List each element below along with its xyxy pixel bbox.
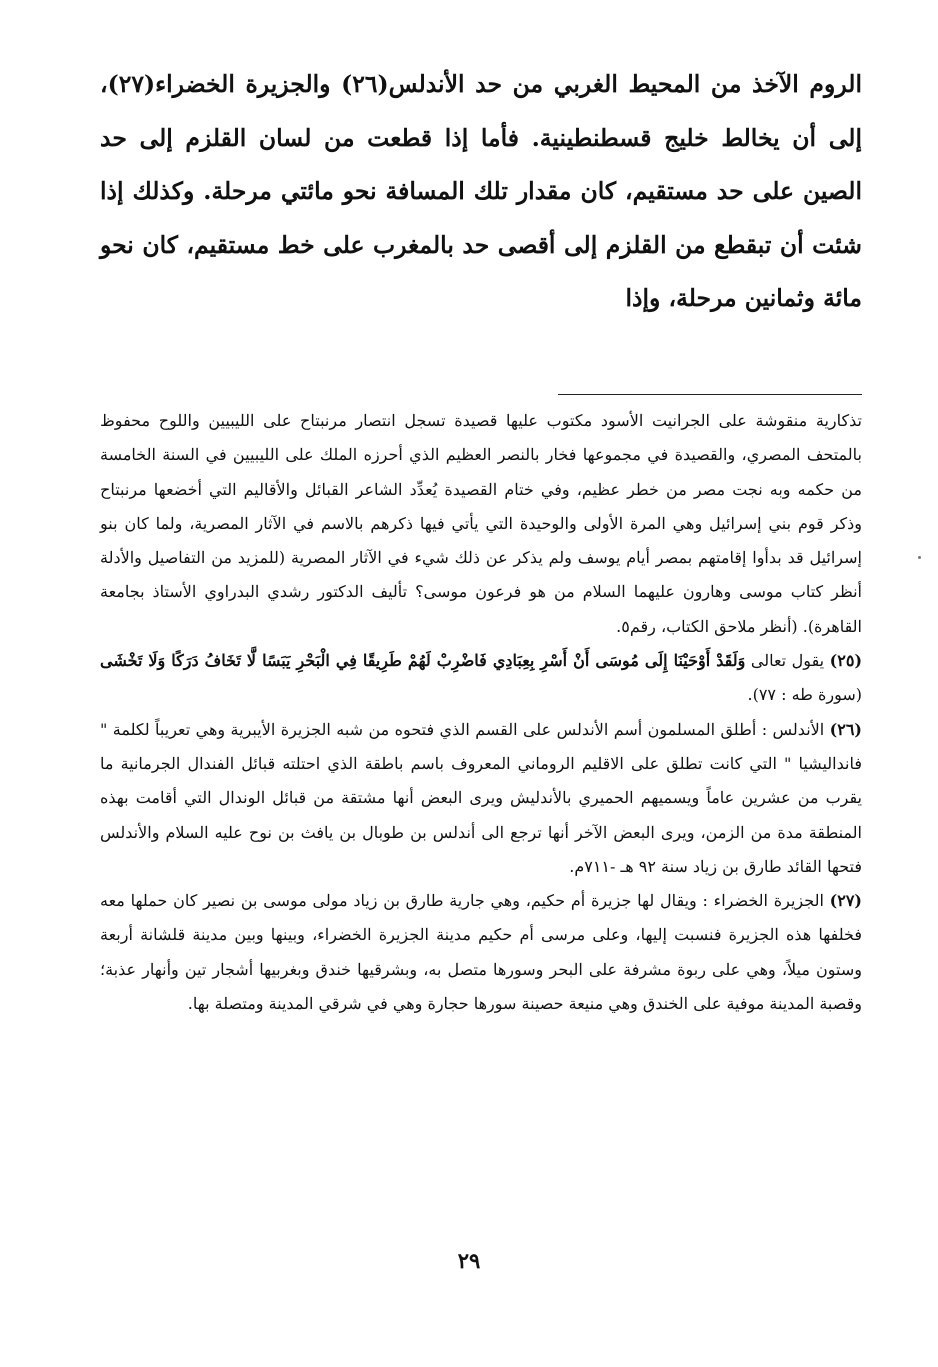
footnote-continued: تذكارية منقوشة على الجرانيت الأسود مكتوب عليها قصيدة تسجل انتصار مرنبتاح على الليبيين واللوح محفوظ بالمتحف المصري، والقصيدة في مجموعها فخار بالنصر العظيم الذي أحرزه الملك على الليبيين في السنة الخامسة من حكمه وبه نجت مصر من خطر عظيم، وفي ختام القصيدة يُعدِّد الشاعر القبائل والأقاليم التي أخضعها مرنبتاح وذكر قوم بني إسرائيل وهي المرة الأولى والوحيدة التي يأتي فيها ذكرهم بالاسم في الآثار المصرية، ولما كان بنو إسرائيل قد بدأوا إقامتهم بمصر أيام يوسف ولم يذكر عن ذلك شيء في الآثار المصرية (للمزيد من التفاصيل والأدلة أنظر كتاب موسى وهارون عليهما السلام من هو فرعون موسى؟ تأليف الدكتور رشدي البدراوي الأستاذ بجامعة القاهرة). (أنظر ملاحق الكتاب، رقم٥. — [100, 411, 863, 636]
main-text-block — [100, 58, 862, 326]
footnote-25 — [100, 644, 862, 713]
footnote-26-text: الأندلس : أطلق المسلمون أسم الأندلس على القسم الذي فتحوه من شبه الجزيرة الأيبرية وهي تعريباً لكلمة " فانداليشيا " التي كانت تطلق على الاقليم الروماني المعروف باسم باطقة الذي احتلته قبائل الفندال الجرمانية ما يقرب من عشرين عاماً ويسميهم الحميري بالأندليش ويرى البعض أنها مشتقة من قبائل الوندال التي أقامت بهذه المنطقة مدة من الزمن، ويرى البعض الآخر أنها ترجع الى أندلس بن طوبال بن يافث بن نوح عليه السلام والأندلس فتحها القائد طارق بن زياد سنة ٩٢ هـ -٧١١م. — [100, 719, 862, 876]
footnote-25-verse: وَلَقَدْ أَوْحَيْنَا إِلَى مُوسَى أَنْ أَسْرِ بِعِبَادِي فَاضْرِبْ لَهُمْ طَرِيقًا فِي الْبَحْرِ يَبَسًا لَّا تَخَافُ دَرَكًا وَلَا تَخْشَى — [100, 651, 746, 671]
scan-speck — [918, 556, 921, 559]
main-paragraph: الروم الآخذ من المحيط الغربي من حد الأندلس(٢٦) والجزيرة الخضراء(٢٧)، إلى أن يخالط خليج قسطنطينية. فأما إذا قطعت من لسان القلزم إلى حد الصين على حد مستقيم، كان مقدار تلك المسافة نحو مائتي مرحلة. وكذلك إذا شئت أن تبقطع من القلزم إلى أقصى حد بالمغرب على خط مستقيم، كان نحو مائة وثمانين مرحلة، وإذا — [100, 70, 862, 312]
footnote-27-marker: (٢٧) — [829, 891, 862, 911]
footnote-27 — [100, 884, 862, 1021]
footnote-27-text: الجزيرة الخضراء : ويقال لها جزيرة أم حكيم، وهي جارية طارق بن زياد مولى موسى بن نصير كان حملها معه فخلفها هذه الجزيرة فنسبت إليها، وعلى مرسى أم حكيم مدينة الجزيرة الخضراء، وبينها وبين مدينة قلشانة أربعة وستون ميلاً، وهي على ربوة مشرفة على البحر وسورها متصل به، وبشرقيها خندق وبغربيها أشجار تين وأنهار عذبة؛ وقصبة المدينة موفية على الخندق وهي منيعة حصينة سورها حجارة وهي في شرقي المدينة ومتصلة بها. — [100, 891, 862, 1014]
page-number: ٢٩ — [457, 1248, 481, 1273]
footnote-25-citation: (سورة طه : ٧٧). — [747, 685, 862, 705]
footnotes-block — [100, 404, 862, 1021]
footnote-25-marker: (٢٥) — [829, 651, 863, 671]
footnote-26-marker: (٢٦) — [829, 719, 862, 739]
footnote-25-intro: يقول تعالى — [750, 651, 825, 671]
footnote-26 — [100, 713, 862, 884]
footnote-separator — [558, 394, 862, 395]
